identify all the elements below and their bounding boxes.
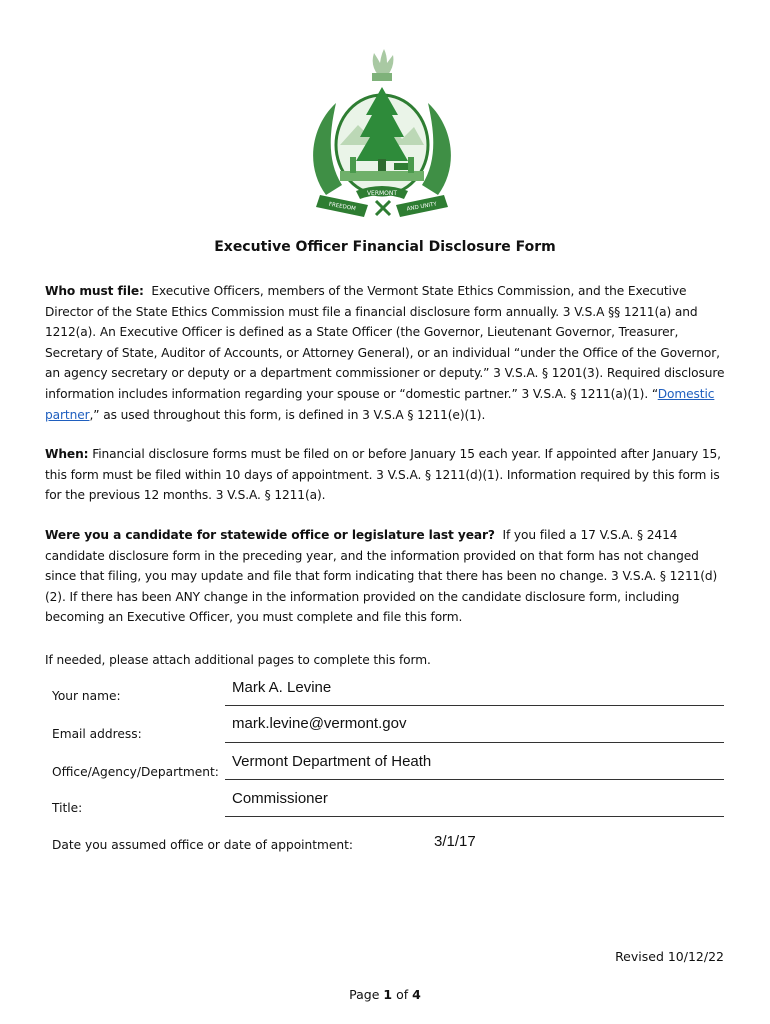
title-underline <box>225 816 724 817</box>
page-prefix: Page <box>349 987 384 1002</box>
email-field[interactable] <box>232 715 722 732</box>
title-field[interactable] <box>232 790 722 807</box>
form-title: Executive Officer Financial Disclosure Form <box>214 239 556 255</box>
your-name-label: Your name: <box>52 689 121 703</box>
title-label: Title: <box>52 801 83 815</box>
candidate-section <box>45 525 730 628</box>
attach-note: If needed, please attach additional pages to complete this form. <box>45 653 431 667</box>
seal-text-right: AND UNITY <box>406 201 438 213</box>
revised-date: Revised 10/12/22 <box>615 949 724 964</box>
page-number <box>0 987 770 1002</box>
date-field[interactable] <box>434 833 634 850</box>
office-underline <box>225 779 724 780</box>
who-must-file-heading: Who must file: <box>45 284 144 298</box>
domestic-partner-link[interactable]: Domestic partner <box>45 386 715 422</box>
page-of: of <box>392 987 413 1002</box>
when-text: Financial disclosure forms must be filed on or before January 15 each year. If appointed after January 15, this form must be filed within 10 days of appointment. 3 V.S.A. § 1211(d)(1). Information required by this form is for the previous 12 months. 3 V.S.A. § 1211(a). <box>45 447 721 503</box>
your-name-underline <box>225 705 724 706</box>
vermont-state-seal <box>306 45 458 217</box>
candidate-text: If you filed a 17 V.S.A. § 2414 candidate disclosure form in the preceding year, and the information provided on that form has not changed since that filing, you may update and file that form indicating that there has been no change. 3 V.S.A. § 1211(d)(2). If there has been ANY change in the information provided on the candidate disclosure form, including becoming an Executive Officer, you must complete and file this form. <box>45 528 718 625</box>
seal-text-top: VERMONT <box>366 190 398 197</box>
email-underline <box>225 742 724 743</box>
candidate-heading: Were you a candidate for statewide office or legislature last year? <box>45 528 495 542</box>
office-field[interactable] <box>232 753 722 770</box>
who-must-file-text: Executive Officers, members of the Vermont State Ethics Commission, and the Executive Director of the State Ethics Commission must file a financial disclosure form annually. 3 V.S.A §§ 1211(a) and 1212(a). An Executive Officer is defined as a State Officer (the Governor, Lieutenant Governor, Treasurer, Secretary of State, Auditor of Accounts, or Attorney General), or an individual “under the Office of the Governor, an agency secretary or deputy or a department commissioner or deputy.” 3 V.S.A. § 1201(3). Required disclosure information includes information regarding your spouse or “domestic partner.” 3 V.S.A. § 1211(a)(1). “ <box>45 284 725 401</box>
when-heading: When: <box>45 447 89 461</box>
when-section <box>45 444 730 506</box>
date-label: Date you assumed office or date of appointment: <box>52 838 354 852</box>
who-must-file-section <box>45 281 730 425</box>
who-must-file-text-end: ,” as used throughout this form, is defined in 3 V.S.A § 1211(e)(1). <box>89 407 486 422</box>
your-name-field[interactable] <box>232 679 722 696</box>
office-label: Office/Agency/Department: <box>52 765 219 779</box>
page-current: 1 <box>383 987 393 1002</box>
seal-text-left: FREEDOM <box>328 201 357 213</box>
page-total: 4 <box>412 987 421 1002</box>
email-label: Email address: <box>52 727 142 741</box>
